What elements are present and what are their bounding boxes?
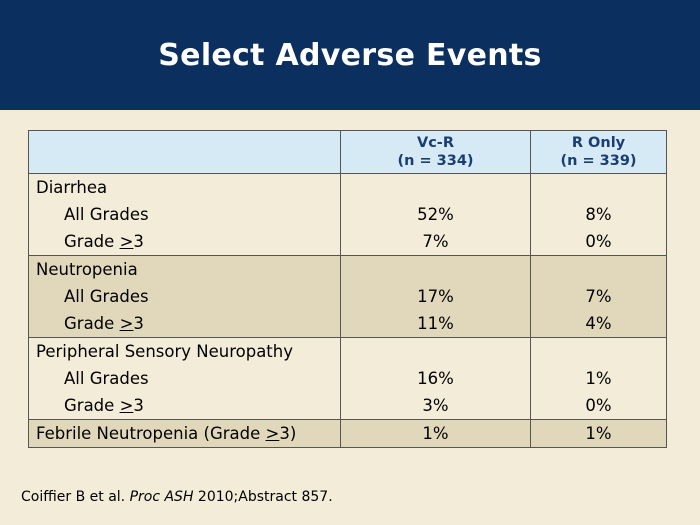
page-title: Select Adverse Events: [158, 37, 542, 73]
group-label-suffix: 3): [279, 424, 297, 443]
row-label-prefix: Grade: [64, 314, 120, 333]
row-label: [29, 310, 341, 338]
vcr-value: 52%: [341, 201, 531, 228]
header-r-only: [531, 131, 667, 174]
title-bar: [0, 0, 700, 110]
group-label: Peripheral Sensory Neuropathy: [29, 338, 341, 366]
group-label: Diarrhea: [29, 174, 341, 202]
r-only-value: 0%: [531, 392, 667, 420]
r-only-value: 4%: [531, 310, 667, 338]
row-label-symbol: >: [119, 232, 134, 251]
adverse-events-table-container: [28, 130, 666, 448]
header-vcr-name: Vc-R: [416, 135, 454, 151]
vcr-value: 1%: [341, 420, 531, 448]
group-label: Neutropenia: [29, 256, 341, 284]
row-label-symbol: >: [119, 314, 134, 333]
row-label-prefix: Grade: [64, 396, 120, 415]
header-vcr: [341, 131, 531, 174]
vcr-value: 17%: [341, 283, 531, 310]
table-row: [29, 392, 667, 420]
row-label-prefix: Grade: [64, 232, 120, 251]
row-label-suffix: 3: [133, 314, 144, 333]
group-row-febrile-neutropenia: [29, 420, 667, 448]
row-label: [29, 392, 341, 420]
group-label-symbol: >: [265, 424, 280, 443]
vcr-value: 7%: [341, 228, 531, 256]
row-label: [29, 228, 341, 256]
citation-footnote: [21, 489, 333, 505]
group-row-peripheral-sensory-neuropathy: [29, 338, 667, 366]
citation-details: 2010;Abstract 857.: [193, 489, 333, 505]
row-label: All Grades: [29, 201, 341, 228]
r-only-value: 7%: [531, 283, 667, 310]
group-label-prefix: Febrile Neutropenia (Grade: [36, 424, 266, 443]
r-only-value: 1%: [531, 365, 667, 392]
table-row: [29, 228, 667, 256]
row-label: All Grades: [29, 283, 341, 310]
row-label-symbol: >: [119, 396, 134, 415]
adverse-events-table: [28, 130, 667, 448]
group-label: [29, 420, 341, 448]
table-row: [29, 283, 667, 310]
header-vcr-n: (n = 334): [397, 153, 474, 169]
vcr-value: 16%: [341, 365, 531, 392]
row-label-suffix: 3: [133, 396, 144, 415]
header-r-only-n: (n = 339): [560, 153, 637, 169]
table-row: [29, 201, 667, 228]
r-only-value: 1%: [531, 420, 667, 448]
citation-author: Coiffier B et al.: [21, 489, 130, 505]
vcr-value: 11%: [341, 310, 531, 338]
header-r-only-name: R Only: [571, 135, 626, 151]
vcr-value: 3%: [341, 392, 531, 420]
table-row: [29, 365, 667, 392]
group-row-neutropenia: [29, 256, 667, 284]
table-header-row: [29, 131, 667, 174]
r-only-value: 0%: [531, 228, 667, 256]
row-label: All Grades: [29, 365, 341, 392]
row-label-suffix: 3: [133, 232, 144, 251]
group-row-diarrhea: [29, 174, 667, 202]
header-empty-cell: [29, 131, 341, 174]
table-row: [29, 310, 667, 338]
r-only-value: 8%: [531, 201, 667, 228]
citation-journal: Proc ASH: [129, 489, 194, 505]
